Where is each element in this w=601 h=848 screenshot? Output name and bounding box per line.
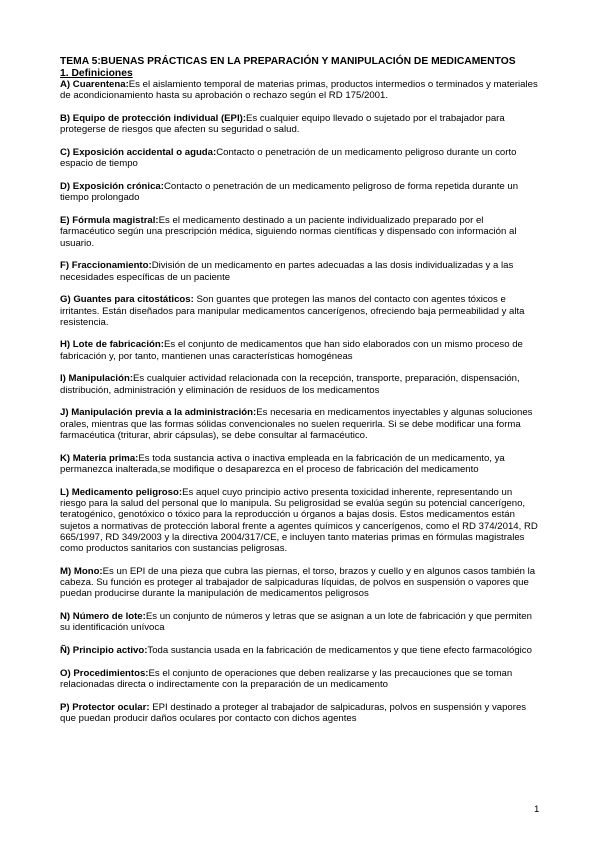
definition-entry — [60, 373, 538, 396]
definition-text: División de un medicamento en partes adecuadas a las dosis individualizadas y a las necesidades específicas de un paciente — [60, 260, 514, 283]
definition-text: Es necesaria en medicamentos inyectables y algunas soluciones orales, mientras que las formas sólidas convencionales no suelen requerirla. Si se debe modificar una forma farmacéutica (triturar, abrir cápsulas), se debe consultar al farmacéutico. — [60, 407, 533, 442]
definition-entry — [60, 566, 538, 600]
definition-entry — [60, 79, 538, 102]
definition-entry — [60, 611, 538, 634]
definition-term: M) Mono: — [60, 565, 103, 577]
definition-term: H) Lote de fabricación: — [60, 339, 164, 351]
definition-entry — [60, 260, 538, 283]
definition-text: Es el conjunto de medicamentos que han sido elaborados con un mismo proceso de fabricación y, por tanto, mantienen unas características homogéneas — [60, 339, 523, 362]
page-number: 1 — [534, 804, 540, 815]
definition-term: D) Exposición crónica: — [60, 180, 164, 192]
definition-entry — [60, 487, 538, 555]
definition-entry — [60, 294, 538, 328]
definition-entry — [60, 407, 538, 441]
definition-text: Toda sustancia usada en la fabricación de medicamentos y que tiene efecto farmacológico — [147, 645, 532, 657]
definition-text: Es toda sustancia activa o inactiva empleada en la fabricación de un medicamento, ya permanezca inalterada,se modifique o desaparezca en el proceso de fabricación del medicamento — [60, 452, 505, 476]
definition-term: E) Fórmula magistral: — [60, 214, 159, 226]
definition-entry — [60, 113, 538, 136]
definition-text: Es un conjunto de números y letras que se asignan a un lote de fabricación y que permiten su identificación unívoca — [60, 611, 532, 634]
definition-term: K) Materia prima: — [60, 452, 139, 464]
definition-entry — [60, 147, 538, 170]
definition-term: A) Cuarentena: — [60, 79, 129, 90]
definition-text: EPI destinado a proteger al trabajador de salpicaduras, polvos en suspensión y vapores que puedan producir daños oculares por contacto con dichos agentes — [60, 701, 527, 725]
section-heading: 1. Definiciones — [60, 68, 133, 79]
definition-text: Es el aislamiento temporal de materias primas, productos intermedios o terminados y materiales de acondicionamiento hasta su aprobación o rechazo según el RD 175/2001. — [60, 79, 538, 102]
definition-entry — [60, 702, 538, 725]
document-title: TEMA 5:BUENAS PRÁCTICAS EN LA PREPARACIÓN Y MANIPULACIÓN DE MEDICAMENTOS — [60, 56, 516, 67]
definition-text: Es el conjunto de operaciones que deben realizarse y las precauciones que se toman relacionadas directa o indirectamente con la preparación de un medicamento — [60, 667, 513, 691]
definition-text: Es un EPI de una pieza que cubra las piernas, el torso, brazos y cuello y en algunos casos también la cabeza. Su función es proteger al trabajador de salpicaduras líquidas, de polvos en suspensión o vapores que puedan producirse durante la manipulación de medicamentos peligrosos — [60, 565, 536, 600]
definition-term: N) Número de lote: — [60, 611, 146, 623]
definition-term: J) Manipulación previa a la administración: — [60, 407, 257, 419]
definition-text: Es cualquier equipo llevado o sujetado por el trabajador para protegerse de riesgos que afecten su seguridad o salud. — [60, 112, 505, 136]
definition-term: L) Medicamento peligroso: — [60, 486, 183, 498]
definitions-list — [60, 79, 538, 724]
definition-term: F) Fraccionamiento: — [60, 260, 152, 272]
definition-text: Son guantes que protegen las manos del contacto con agentes tóxicos e irritantes. Están diseñados para manipular medicamentos cancerígenos, ofreciendo baja permeabilidad y alta resistencia. — [60, 294, 525, 328]
definition-term: G) Guantes para citostáticos: — [60, 294, 194, 306]
definition-term: B) Equipo de protección individual (EPI): — [60, 112, 247, 124]
definition-term: C) Exposición accidental o aguda: — [60, 146, 217, 158]
definition-term: I) Manipulación: — [60, 373, 134, 385]
definition-entry — [60, 181, 538, 204]
document-page — [60, 56, 538, 736]
definition-entry — [60, 668, 538, 691]
definition-text: Contacto o penetración de un medicamento peligroso de forma repetida durante un tiempo prolongado — [60, 180, 519, 204]
definition-term: O) Procedimientos: — [60, 667, 149, 679]
definition-entry — [60, 215, 538, 249]
definition-entry — [60, 453, 538, 476]
definition-text: Es cualquier actividad relacionada con la recepción, transporte, preparación, dispensación, distribución, administración y eliminación de residuos de los medicamentos — [60, 373, 520, 396]
definition-text: Es el medicamento destinado a un paciente individualizado preparado por el farmacéutico según una prescripción médica, siguiendo normas científicas y dispensado con información al usuario. — [60, 214, 517, 249]
definition-text: Es aquel cuyo principio activo presenta toxicidad inherente, representando un riesgo para la salud del personal que lo manipula. Su peligrosidad se evalúa según su potencial cancerígeno, teratogénico, genotóxico o tóxico para la reproducción u órganos a bajas dosis. Estos medicamentos están sujetos a normativas de protección laboral frente a agentes químicos y cancerígenos, como el RD 374/2014, RD 665/1997, RD 349/2003 y la directiva 2004/317/CE, e incluyen tanto materias primas en fórmulas magistrales como productos sanitarios con sustancias peligrosas. — [60, 486, 538, 555]
definition-entry — [60, 645, 538, 656]
definition-text: Contacto o penetración de un medicamento peligroso durante un corto espacio de tiempo — [60, 146, 517, 170]
definition-term: Ñ) Principio activo: — [60, 645, 148, 657]
definition-term: P) Protector ocular: — [60, 701, 150, 713]
definition-entry — [60, 339, 538, 362]
